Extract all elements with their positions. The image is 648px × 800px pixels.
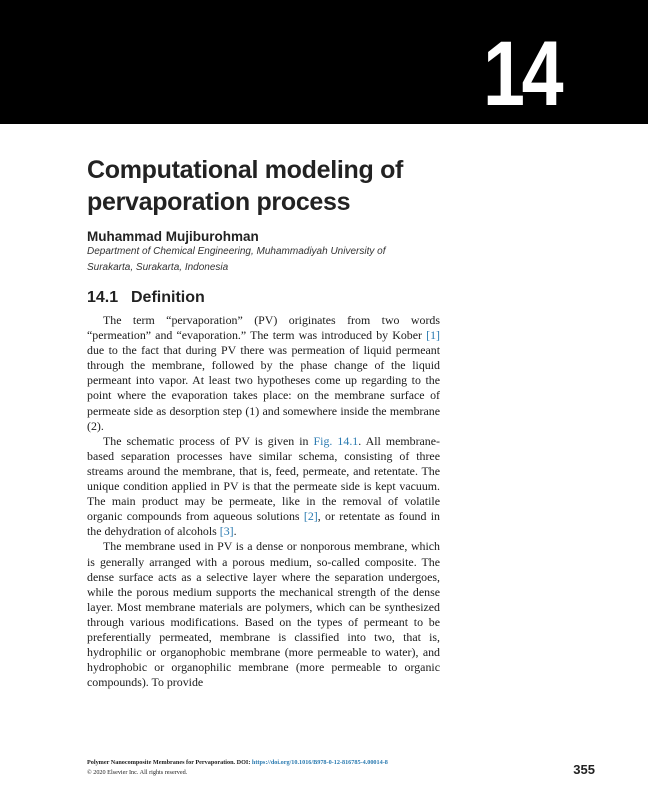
doi-link[interactable]: https://doi.org/10.1016/B978-0-12-816785-4.00014-8 [251,759,388,766]
reference-link[interactable]: [1] [426,328,440,343]
author-affiliation: Department of Chemical Engineering, Muhammadiyah University of Surakarta, Surakarta, Indonesia [87,246,386,273]
paragraph-text: . [233,524,237,539]
paragraph-1 [87,313,440,434]
book-title: Polymer Nanocomposite Membranes for Pervaporation. [87,759,236,766]
reference-link[interactable]: [2] [303,509,318,524]
paragraph-text: The schematic process of PV is given in [103,433,314,448]
footer-citation [87,758,537,778]
paragraph-text: The term “pervaporation” (PV) originates from two words “permeation” and “evaporation.” The term was introduced by Kober [87,313,440,343]
reference-link[interactable]: [3] [219,524,234,539]
page-number: 355 [573,762,595,777]
chapter-number: 14 [482,23,560,125]
author-name: Muhammad Mujiburohman [87,229,259,244]
paragraph-text: The membrane used in PV is a dense or nonporous membrane, which is generally arranged with a porous medium, so-called composite. The dense surface acts as a selective layer where the separation undergoes, while the porous medium supports the mechanical strength of the dense layer. Most membrane materials are polymers, which can be synthesized through various modifications. Based on the types of permeant to be preferentially permeated, membrane is classified into two, that is, hydrophilic or organophobic membrane (more permeable to water), and hydrophobic or organophilic membrane (more permeable to organic compounds). To provide [87,539,440,690]
section-title: Definition [131,289,205,306]
figure-link[interactable]: Fig. 14.1 [313,433,359,448]
body-text [87,313,440,690]
section-number: 14.1 [87,289,119,306]
copyright-notice: © 2020 Elsevier Inc. All rights reserved. [87,769,188,776]
chapter-banner [0,0,648,124]
chapter-title: Computational modeling of pervaporation process [87,156,404,216]
paragraph-2 [87,434,440,540]
doi-label: DOI: [235,759,252,766]
paragraph-text: due to the fact that during PV there was permeation of liquid permeant through the membrane, followed by the phase change of the liquid permeant into vapor. At least two hypotheses come up regarding to the point where the evaporation takes place: on the membrane surface of permeate side as desorption step (1) and somewhere inside the membrane (2). [87,343,440,433]
paragraph-text: , or retentate as found in the dehydration of alcohols [87,509,440,539]
section-heading [87,289,205,307]
paragraph-3 [87,539,440,690]
paragraph-text: . All membrane-based separation processes have similar schema, consisting of three streams around the membrane, that is, feed, permeate, and retentate. The unique condition applied in PV is that the permeate side is kept vacuum. The main product may be permeate, like in the removal of volatile organic compounds from aqueous solutions [87,433,440,524]
